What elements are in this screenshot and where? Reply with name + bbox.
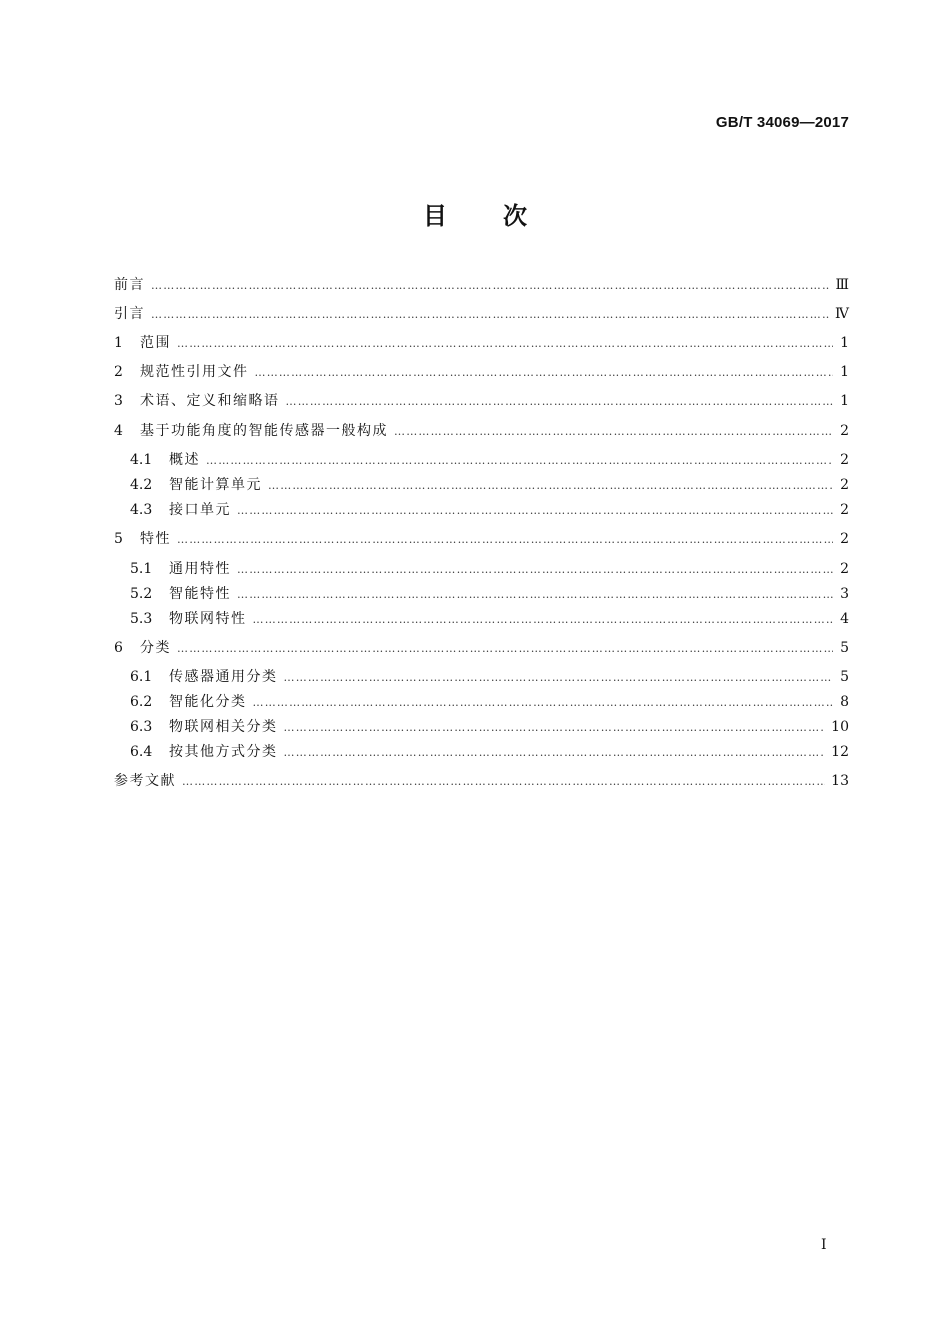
toc-entry[interactable] <box>130 584 849 604</box>
toc-page: 12 <box>831 744 849 760</box>
toc-entry[interactable] <box>130 667 849 687</box>
title-part-2: 次 <box>503 202 527 230</box>
toc-leader <box>284 743 826 763</box>
toc-number: 6.4 <box>130 744 153 760</box>
toc-entry[interactable] <box>114 304 849 324</box>
toc-label: 物联网特性 <box>169 611 247 627</box>
toc-label: 智能计算单元 <box>169 477 262 493</box>
toc-page: 1 <box>840 335 849 351</box>
toc-number: 5 <box>114 531 123 547</box>
toc-number: 3 <box>114 393 123 409</box>
toc-entry[interactable] <box>130 692 849 712</box>
toc-page: 5 <box>840 669 849 685</box>
toc-page: 4 <box>840 611 849 627</box>
title-part-1: 目 <box>423 202 447 230</box>
toc-page: 8 <box>840 694 849 710</box>
toc-entry[interactable] <box>114 421 849 441</box>
toc-entry[interactable] <box>114 771 849 791</box>
toc-entry[interactable] <box>130 475 849 495</box>
toc-label: 接口单元 <box>169 502 231 518</box>
toc-leader <box>151 276 829 296</box>
toc-entry[interactable] <box>130 450 849 470</box>
toc-label: 概述 <box>169 452 200 468</box>
toc-page: 2 <box>840 477 849 493</box>
toc-page: 10 <box>831 719 849 735</box>
toc-leader <box>237 501 833 521</box>
toc-page: Ⅳ <box>835 306 849 322</box>
toc-entry[interactable] <box>114 275 849 295</box>
toc-label: 术语、定义和缩略语 <box>140 393 280 409</box>
toc-label: 分类 <box>140 640 171 656</box>
page-number: Ⅰ <box>821 1237 827 1253</box>
toc-entry[interactable] <box>130 500 849 520</box>
toc-leader <box>177 334 833 354</box>
toc-page: 1 <box>840 364 849 380</box>
toc-leader <box>286 392 834 412</box>
toc-number: 5.1 <box>130 561 153 577</box>
toc-label: 智能化分类 <box>169 694 247 710</box>
toc-page: 2 <box>840 502 849 518</box>
toc-page: 2 <box>840 561 849 577</box>
toc-number: 4.1 <box>130 452 153 468</box>
toc-label: 通用特性 <box>169 561 231 577</box>
toc-label: 参考文献 <box>114 773 176 789</box>
toc-page: 2 <box>840 423 849 439</box>
toc-label: 范围 <box>140 335 171 351</box>
toc-leader <box>268 476 833 496</box>
page-title <box>0 196 950 231</box>
toc-leader <box>177 530 833 550</box>
toc-page: Ⅲ <box>835 277 849 293</box>
toc-leader <box>151 305 829 325</box>
toc-label: 物联网相关分类 <box>169 719 278 735</box>
toc-leader <box>284 718 826 738</box>
toc-leader <box>177 639 833 659</box>
toc-number: 6.2 <box>130 694 153 710</box>
toc-entry[interactable] <box>114 391 849 411</box>
toc-label: 基于功能角度的智能传感器一般构成 <box>140 423 388 439</box>
toc-entry[interactable] <box>130 717 849 737</box>
toc-leader <box>253 693 834 713</box>
toc-number: 1 <box>114 335 123 351</box>
toc-label: 传感器通用分类 <box>169 669 278 685</box>
toc-entry[interactable] <box>114 362 849 382</box>
toc-page: 1 <box>840 393 849 409</box>
toc-page: 2 <box>840 531 849 547</box>
toc-leader <box>394 422 833 442</box>
toc-leader <box>237 560 833 580</box>
toc-number: 4 <box>114 423 123 439</box>
toc-leader <box>255 363 834 383</box>
toc-entry[interactable] <box>114 529 849 549</box>
toc-page: 2 <box>840 452 849 468</box>
toc-leader <box>206 451 833 471</box>
toc-leader <box>284 668 834 688</box>
toc-label: 前言 <box>114 277 145 293</box>
toc-entry[interactable] <box>130 559 849 579</box>
toc-number: 4.2 <box>130 477 153 493</box>
standard-code: GB/T 34069—2017 <box>715 114 849 131</box>
toc-label: 智能特性 <box>169 586 231 602</box>
toc-leader <box>253 610 834 630</box>
toc-entry[interactable] <box>114 333 849 353</box>
toc-label: 特性 <box>140 531 171 547</box>
toc-number: 6.1 <box>130 669 153 685</box>
toc-number: 6.3 <box>130 719 153 735</box>
toc-entry[interactable] <box>114 638 849 658</box>
toc-number: 5.3 <box>130 611 153 627</box>
toc-page: 13 <box>831 773 849 789</box>
toc-entry[interactable] <box>130 609 849 629</box>
toc-number: 4.3 <box>130 502 153 518</box>
toc-page: 3 <box>840 586 849 602</box>
toc-label: 规范性引用文件 <box>140 364 249 380</box>
toc-page: 5 <box>840 640 849 656</box>
toc-number: 5.2 <box>130 586 153 602</box>
toc-leader <box>237 585 833 605</box>
toc-number: 2 <box>114 364 123 380</box>
toc-label: 按其他方式分类 <box>169 744 278 760</box>
toc-leader <box>182 772 825 792</box>
toc-entry[interactable] <box>130 742 849 762</box>
toc-label: 引言 <box>114 306 145 322</box>
toc-number: 6 <box>114 640 123 656</box>
